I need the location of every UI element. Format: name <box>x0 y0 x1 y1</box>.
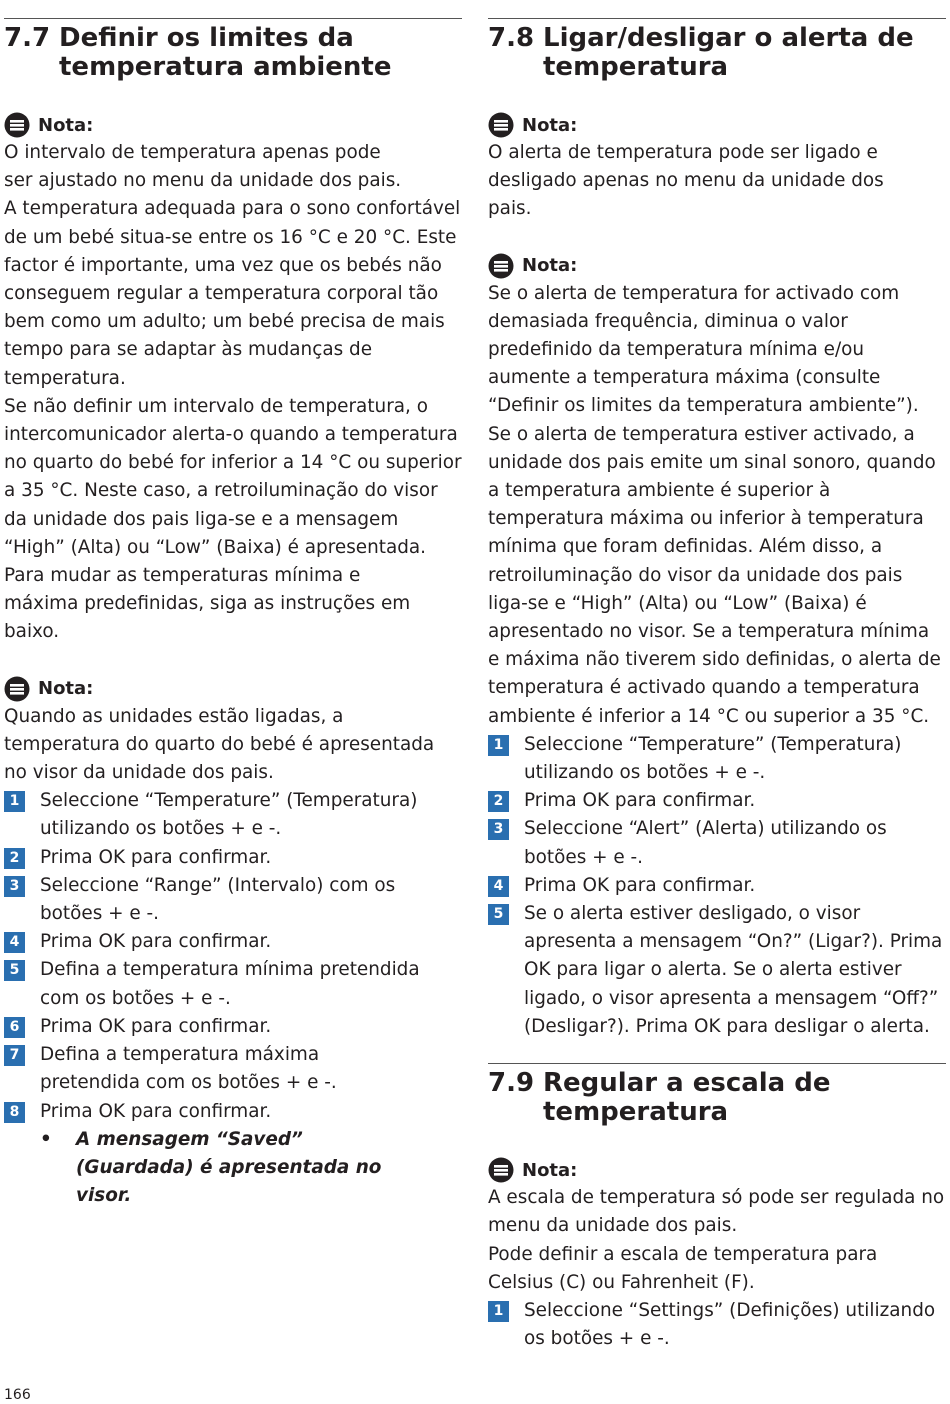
section-rule <box>4 18 462 19</box>
note-label: Nota: <box>38 114 94 136</box>
note-icon <box>488 1157 514 1183</box>
step-item <box>4 956 462 1012</box>
step-item <box>4 1098 462 1126</box>
section-number: 7.9 <box>488 1068 535 1099</box>
note-icon <box>488 112 514 138</box>
step-text: Seleccione “Settings” (Definições) utilizando os botões + e -. <box>524 1299 936 1350</box>
step-text: Seleccione “Temperature” (Temperatura) utilizando os botões + e -. <box>40 790 418 840</box>
step-text: Prima OK para confirmar. <box>40 1015 272 1037</box>
step-item <box>488 787 946 815</box>
section-rule <box>488 18 946 19</box>
step-number-badge: 6 <box>4 1017 25 1038</box>
step-number-badge: 4 <box>488 876 509 897</box>
note-label: Nota: <box>522 1159 578 1181</box>
note-text: O intervalo de temperatura apenas pode ser ajustado no menu da unidade dos pais. <box>4 142 402 192</box>
step-list <box>488 731 946 1041</box>
step-number-badge: 3 <box>4 876 25 897</box>
step-item <box>4 1041 462 1097</box>
step-text: Defina a temperatura máxima pretendida com os botões + e -. <box>40 1044 337 1094</box>
step-item <box>488 731 946 787</box>
step-text: Prima OK para confirmar. <box>524 790 756 812</box>
step-number-badge: 8 <box>4 1102 25 1123</box>
step-number-badge: 5 <box>4 960 25 981</box>
step-number-badge: 5 <box>488 904 509 925</box>
left-column <box>4 0 462 1210</box>
step-list <box>4 787 462 1210</box>
section-heading: Ligar/desligar o alerta de temperatura <box>543 23 914 82</box>
section-number: 7.7 <box>4 23 51 53</box>
step-list <box>488 1297 946 1353</box>
note-icon <box>488 253 514 279</box>
step-item <box>4 844 462 872</box>
step-item <box>4 872 462 928</box>
note-label: Nota: <box>522 255 578 277</box>
section-heading: Regular a escala de temperatura <box>543 1068 831 1128</box>
paragraph: Se não definir um intervalo de temperatura, o intercomunicador alerta-o quando a temperatura no quarto do bebé for inferior a 14 °C ou superior a 35 °C. Neste caso, a retroiluminação do visor da unidade dos pais liga-se e a mensagem “High” (Alta) ou “Low” (Baixa) é apresentada. <box>4 395 462 558</box>
step-text: Prima OK para confirmar. <box>40 931 272 953</box>
note-heading <box>488 111 946 139</box>
note-label: Nota: <box>522 114 578 136</box>
step-text: Se o alerta estiver desligado, o visor apresenta a mensagem “On?” (Ligar?). Prima OK para ligar o alerta. Se o alerta estiver ligado, o visor apresenta a mensagem “Off?” (Desligar?). Prima OK para desligar o alerta. <box>524 903 943 1037</box>
note-text: A escala de temperatura só pode ser regulada no menu da unidade dos pais. <box>488 1187 945 1237</box>
note-text: O alerta de temperatura pode ser ligado e desligado apenas no menu da unidade dos pais. <box>488 142 884 220</box>
note-icon <box>4 112 30 138</box>
step-item <box>488 872 946 900</box>
paragraph: A temperatura adequada para o sono confortável de um bebé situa-se entre os 16 °C e 20 °C. Este factor é importante, uma vez que os bebés não conseguem regular a temperatura corporal tão bem como um adulto; um bebé precisa de mais tempo para se adaptar às mudanças de temperatura. <box>4 198 461 389</box>
step-number-badge: 4 <box>4 932 25 953</box>
step-text: Seleccione “Temperature” (Temperatura) utilizando os botões + e -. <box>524 733 902 784</box>
section-title-7-9 <box>488 1069 946 1127</box>
step-item <box>4 928 462 956</box>
note-icon <box>4 676 30 702</box>
step-number-badge: 1 <box>4 791 25 812</box>
note-label: Nota: <box>38 678 94 700</box>
paragraph: Para mudar as temperaturas mínima e máxima predefinidas, siga as instruções em baixo. <box>4 565 411 643</box>
step-number-badge: 2 <box>4 848 25 869</box>
bullet-icon: • <box>40 1128 52 1150</box>
section-number: 7.8 <box>488 23 535 53</box>
step-text: Seleccione “Range” (Intervalo) com os botões + e -. <box>40 874 396 925</box>
step-item <box>4 787 462 843</box>
step-number-badge: 1 <box>488 1301 509 1322</box>
section-title-7-7 <box>4 24 462 82</box>
section-heading: Definir os limites da temperatura ambiente <box>59 23 392 82</box>
result-bullet <box>40 1126 462 1211</box>
note-text: Se o alerta de temperatura for activado com demasiada frequência, diminua o valor predefinido da temperatura mínima e/ou aumente a temperatura máxima (consulte “Definir os limites da temperatura ambiente”). <box>488 282 919 417</box>
step-item <box>488 1297 946 1353</box>
paragraph: Pode definir a escala de temperatura para Celsius (C) ou Fahrenheit (F). <box>488 1243 878 1293</box>
step-text: Prima OK para confirmar. <box>40 1100 272 1122</box>
note-heading <box>4 675 462 703</box>
step-text: Prima OK para confirmar. <box>524 874 756 896</box>
paragraph: Se o alerta de temperatura estiver activado, a unidade dos pais emite um sinal sonoro, quando a temperatura ambiente é superior à temperatura máxima ou inferior à temperatura mínima que foram definidas. Além disso, a retroiluminação do visor da unidade dos pais liga-se e “High” (Alta) ou “Low” (Baixa) é apresentado no visor. Se a temperatura mínima e máxima não tiverem sido definidas, o alerta de temperatura é activado quando a temperatura ambiente é inferior a 14 °C ou superior a 35 °C. <box>488 423 941 727</box>
result-text: A mensagem “Saved” (Guardada) é apresentada no visor. <box>76 1128 382 1207</box>
right-column <box>488 0 946 1353</box>
step-number-badge: 3 <box>488 819 509 840</box>
step-text: Seleccione “Alert” (Alerta) utilizando os botões + e -. <box>524 818 887 868</box>
note-heading <box>488 1156 946 1184</box>
step-text: Defina a temperatura mínima pretendida com os botões + e -. <box>40 959 420 1009</box>
step-number-badge: 7 <box>4 1045 25 1066</box>
step-item <box>488 815 946 871</box>
section-rule <box>488 1063 946 1064</box>
page-number: 166 <box>4 1387 31 1403</box>
note-heading <box>488 252 946 280</box>
step-number-badge: 2 <box>488 791 509 812</box>
step-text: Prima OK para confirmar. <box>40 846 272 868</box>
section-title-7-8 <box>488 24 946 82</box>
step-item <box>4 1013 462 1041</box>
note-text: Quando as unidades estão ligadas, a temperatura do quarto do bebé é apresentada no visor da unidade dos pais. <box>4 705 435 784</box>
note-heading <box>4 111 462 139</box>
step-item <box>488 900 946 1041</box>
step-number-badge: 1 <box>488 735 509 756</box>
